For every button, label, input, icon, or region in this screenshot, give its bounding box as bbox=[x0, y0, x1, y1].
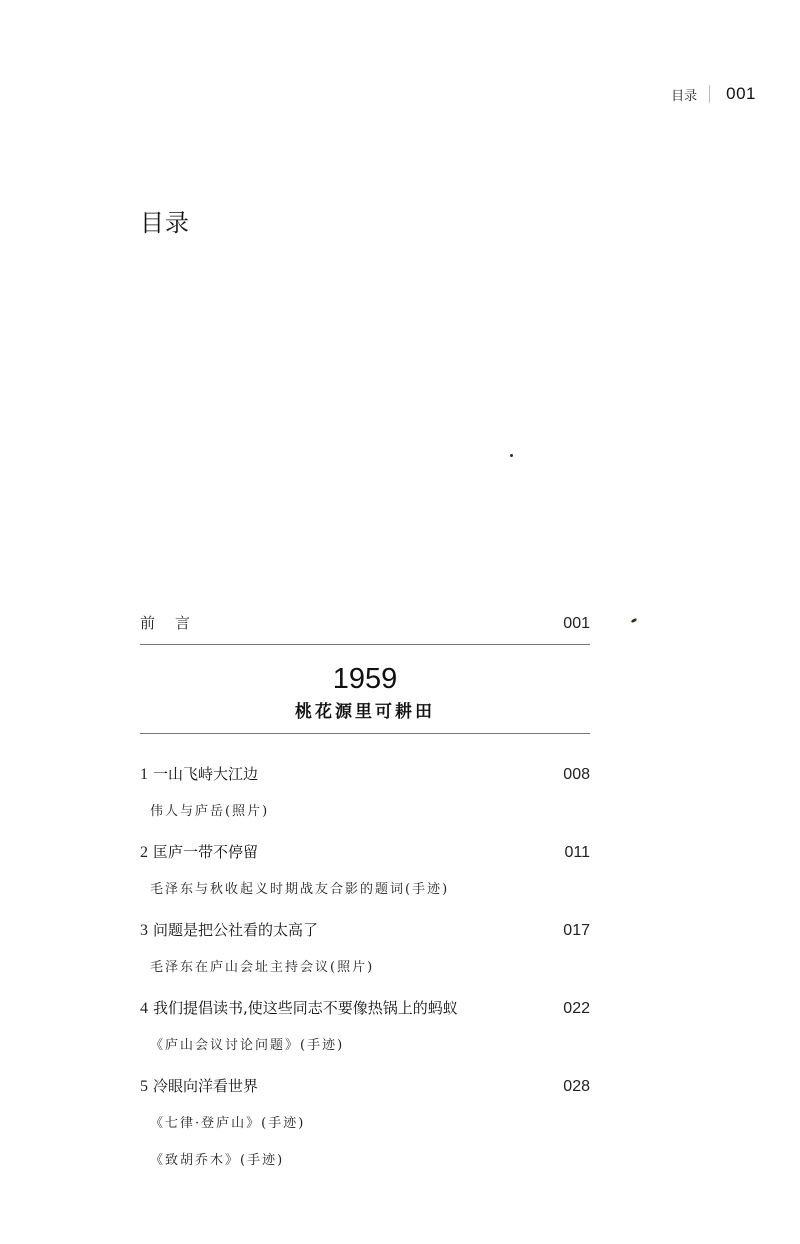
toc-entry bbox=[140, 1068, 590, 1179]
entry-page-number: 022 bbox=[563, 1000, 590, 1017]
preface-title: 前言 bbox=[140, 614, 211, 632]
preface-page-number: 001 bbox=[563, 615, 590, 632]
toc-entry bbox=[140, 990, 590, 1064]
entry-subitem: 毛泽东与秋收起义时期战友合影的题词(手迹) bbox=[150, 882, 450, 897]
entry-page-number: 008 bbox=[563, 766, 590, 783]
entry-page-number: 017 bbox=[563, 922, 590, 939]
part-year: 1959 bbox=[332, 663, 398, 695]
entry-title: 一山飞峙大江边 bbox=[153, 765, 259, 783]
entry-subitem: 《庐山会议讨论问题》(手迹) bbox=[150, 1038, 345, 1053]
toc-entry-heading bbox=[140, 912, 318, 949]
toc-entry-heading bbox=[140, 990, 458, 1027]
table-of-contents bbox=[140, 612, 590, 1183]
toc-entry-heading bbox=[140, 1068, 258, 1105]
part-heading bbox=[140, 645, 590, 734]
running-head-page-number: 001 bbox=[726, 84, 756, 103]
toc-entry bbox=[140, 912, 590, 986]
toc-entry bbox=[140, 834, 590, 908]
toc-entries bbox=[140, 756, 590, 1179]
toc-preface-row[interactable] bbox=[140, 612, 590, 645]
toc-entry-row[interactable] bbox=[140, 834, 590, 871]
toc-entry-heading bbox=[140, 834, 258, 871]
entry-page-number: 028 bbox=[563, 1078, 590, 1095]
scan-speck bbox=[510, 454, 513, 457]
entry-subitem: 伟人与庐岳(照片) bbox=[150, 804, 270, 819]
entry-index: 3 bbox=[140, 922, 148, 939]
entry-title: 冷眼向洋看世界 bbox=[153, 1077, 259, 1095]
entry-index: 1 bbox=[140, 766, 148, 783]
entry-subitem: 毛泽东在庐山会址主持会议(照片) bbox=[150, 960, 375, 975]
entry-index: 4 bbox=[140, 1000, 148, 1017]
toc-entry-row[interactable] bbox=[140, 756, 590, 793]
scan-speck bbox=[631, 618, 638, 624]
toc-entry-row[interactable] bbox=[140, 1068, 590, 1105]
entry-title: 匡庐一带不停留 bbox=[153, 843, 259, 861]
toc-entry-row[interactable] bbox=[140, 912, 590, 949]
toc-entry-row[interactable] bbox=[140, 990, 590, 1027]
toc-entry bbox=[140, 756, 590, 830]
running-head-title: 目录 bbox=[671, 88, 698, 104]
entry-index: 2 bbox=[140, 844, 148, 861]
entry-title: 我们提倡读书,使这些同志不要像热锅上的蚂蚁 bbox=[153, 999, 458, 1017]
entry-subitem: 《七律·登庐山》(手迹) bbox=[150, 1116, 306, 1131]
entry-page-number: 011 bbox=[564, 844, 590, 861]
part-subtitle: 桃花源里可耕田 bbox=[295, 702, 435, 722]
entry-subitem: 《致胡乔木》(手迹) bbox=[150, 1153, 285, 1168]
toc-entry-heading bbox=[140, 756, 258, 793]
page-title: 目录 bbox=[140, 209, 190, 237]
entry-title: 问题是把公社看的太高了 bbox=[153, 921, 319, 939]
entry-index: 5 bbox=[140, 1078, 148, 1095]
running-head bbox=[671, 84, 756, 104]
